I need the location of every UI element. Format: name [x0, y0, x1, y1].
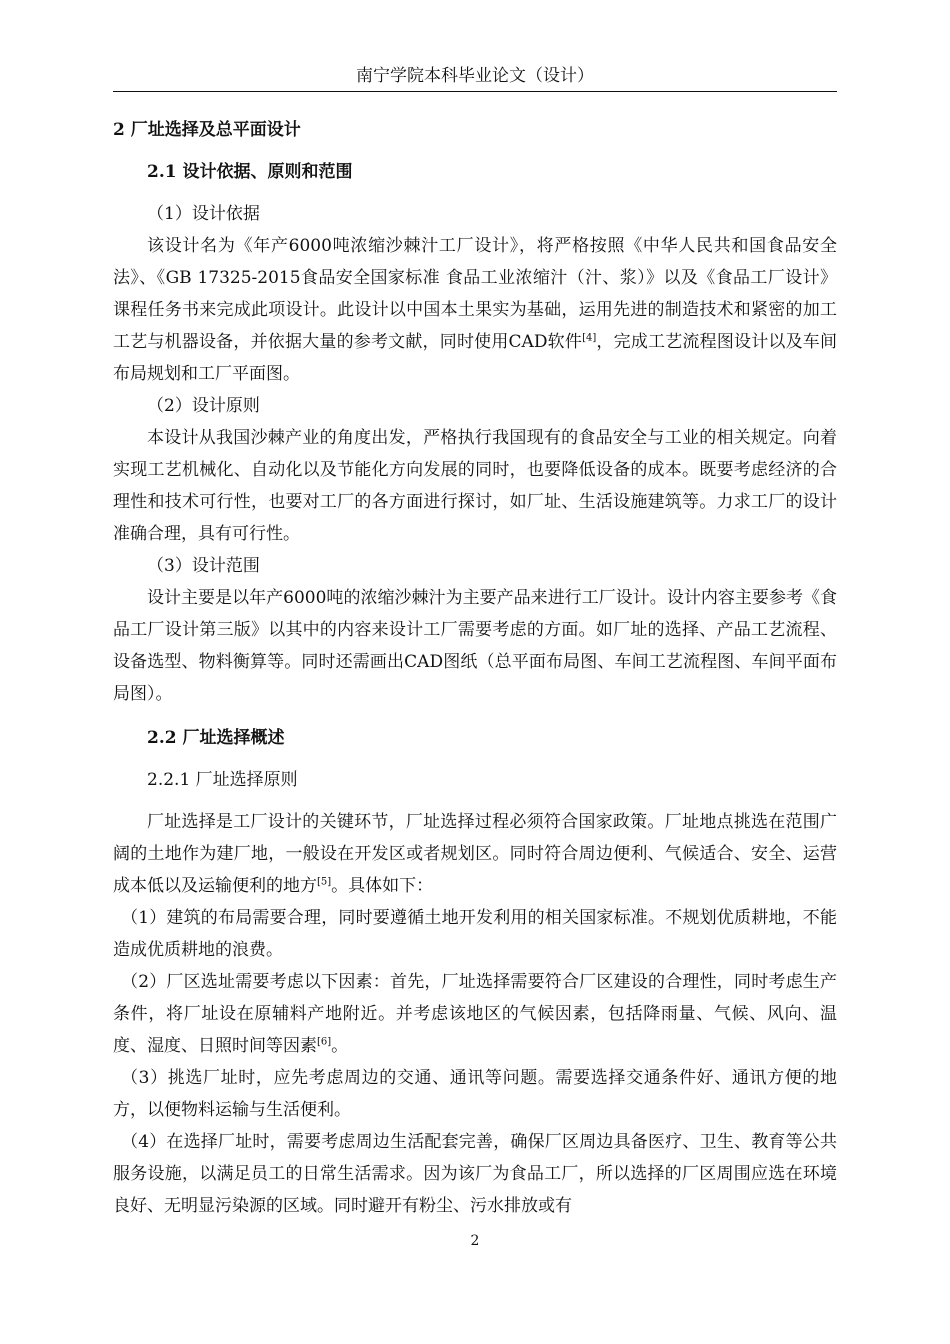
- page-header: 南宁学院本科毕业论文（设计）: [356, 66, 594, 86]
- subsection-heading-2-2: 2.2 厂址选择概述: [147, 728, 285, 748]
- list-item-2: [113, 966, 837, 1062]
- design-basis-text-end: ，完成工艺流程图设计以及车间布局规划和工厂平面图。: [113, 332, 838, 384]
- citation-ref-5: [5]: [317, 876, 332, 888]
- list-item-3: （3）挑选厂址时，应先考虑周边的交通、通讯等问题。需要选择交通条件好、通讯方便的地方，以便物料运输与生活便利。: [113, 1068, 837, 1120]
- design-principle-label: （2）设计原则: [147, 396, 260, 416]
- document-body: [113, 114, 837, 1222]
- subsection-heading-2-1: 2.1 设计依据、原则和范围: [147, 162, 353, 182]
- design-basis-paragraph: [113, 230, 837, 390]
- subsubsection-heading-2-2-1: 2.2.1 厂址选择原则: [147, 770, 298, 790]
- header-rule: [113, 91, 837, 92]
- site-selection-intro-text: 厂址选择是工厂设计的关键环节，厂址选择过程必须符合国家政策。厂址地点挑选在范围广阔的土地作为建厂地，一般设在开发区或者规划区。同时符合周边便利、气候适合、安全、运营成本低以及运输便利的地方: [113, 812, 837, 896]
- list-item-1: （1）建筑的布局需要合理，同时要遵循土地开发利用的相关国家标准。不规划优质耕地，不能造成优质耕地的浪费。: [113, 908, 837, 960]
- list-item-2-text: （2）厂区选址需要考虑以下因素：首先，厂址选择需要符合厂区建设的合理性，同时考虑生产条件，将厂址设在原辅料产地附近。并考虑该地区的气候因素，包括降雨量、气候、风向、温度、湿度、日照时间等因素: [113, 972, 837, 1056]
- section-heading: 2 厂址选择及总平面设计: [113, 120, 301, 140]
- design-scope-paragraph: 设计主要是以年产6000吨的浓缩沙棘汁为主要产品来进行工厂设计。设计内容主要参考《食品工厂设计第三版》以其中的内容来设计工厂需要考虑的方面。如厂址的选择、产品工艺流程、设备选型、物料衡算等。同时还需画出CAD图纸（总平面布局图、车间工艺流程图、车间平面布局图）。: [113, 588, 837, 704]
- design-principle-paragraph: 本设计从我国沙棘产业的角度出发，严格执行我国现有的食品安全与工业的相关规定。向着实现工艺机械化、自动化以及节能化方向发展的同时，也要降低设备的成本。既要考虑经济的合理性和技术可行性，也要对工厂的各方面进行探讨，如厂址、生活设施建筑等。力求工厂的设计准确合理，具有可行性。: [113, 428, 837, 544]
- citation-ref-6: [6]: [317, 1036, 332, 1048]
- design-scope-label: （3）设计范围: [147, 556, 260, 576]
- site-selection-intro-paragraph: [113, 806, 837, 902]
- list-item-4: （4）在选择厂址时，需要考虑周边生活配套完善，确保厂区周边具备医疗、卫生、教育等公共服务设施，以满足员工的日常生活需求。因为该厂为食品工厂，所以选择的厂区周围应选在环境良好、无明显污染源的区域。同时避开有粉尘、污水排放或有: [113, 1132, 837, 1216]
- list-item-2-end: 。: [331, 1036, 349, 1056]
- design-basis-label: （1）设计依据: [147, 204, 260, 224]
- design-basis-text: 该设计名为《年产6000吨浓缩沙棘汁工厂设计》，将严格按照《中华人民共和国食品安全法》、《GB 17325-2015食品安全国家标准 食品工业浓缩汁（汁、浆）》以及《食品工厂设计》课程任务书来完成此项设计。此设计以中国本土果实为基础，运用先进的制造技术和紧密的加工工艺与机器设备，并依据大量的参考文献，同时使用CAD软件: [113, 236, 837, 352]
- site-selection-intro-end: 。具体如下：: [331, 876, 434, 896]
- page-number: 2: [470, 1233, 480, 1249]
- citation-ref-4: [4]: [582, 332, 597, 344]
